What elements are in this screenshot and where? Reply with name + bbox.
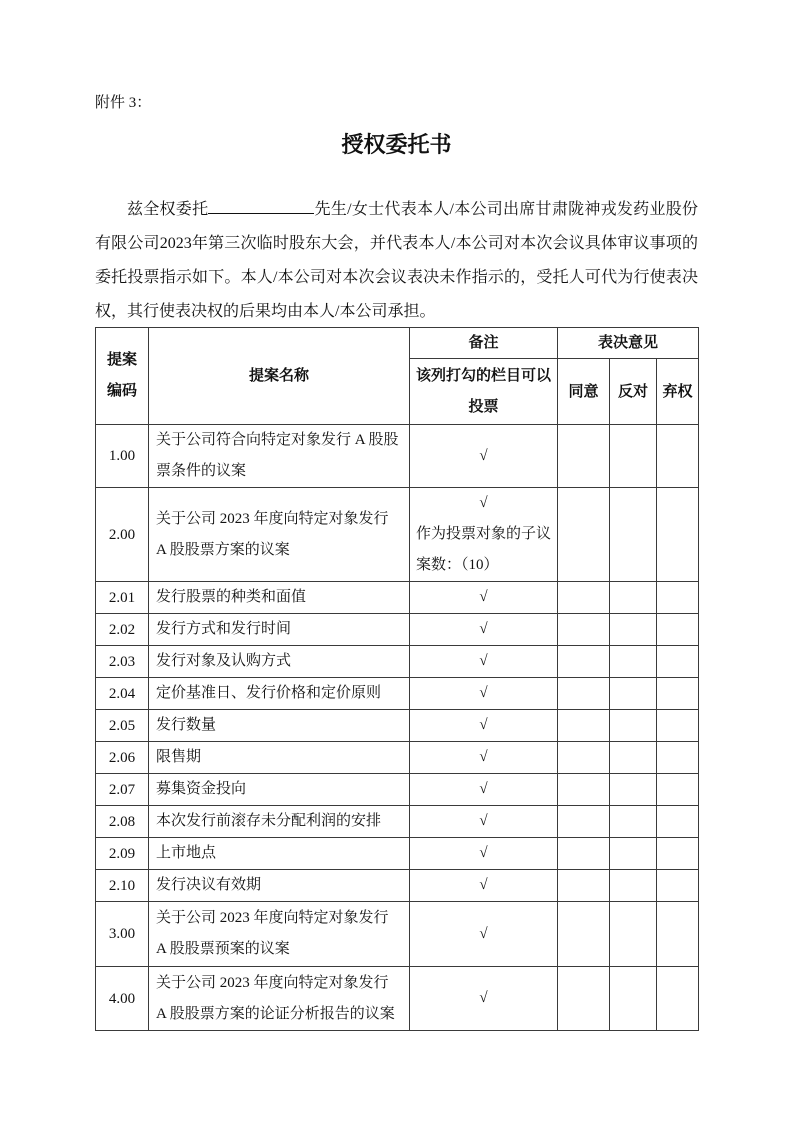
table-row	[96, 806, 699, 838]
proposal-code: 2.04	[96, 678, 149, 710]
oppose-cell	[610, 678, 657, 710]
remark-check: √	[479, 495, 488, 511]
remark-check: √	[410, 646, 558, 678]
remark-cell	[410, 488, 558, 582]
oppose-cell	[610, 582, 657, 614]
attachment-label: 附件 3：	[95, 95, 152, 111]
proposal-name: 发行数量	[149, 710, 410, 742]
intro-paragraph	[95, 193, 698, 329]
remark-check: √	[410, 967, 558, 1031]
remark-check: √	[410, 838, 558, 870]
proposal-name: 发行股票的种类和面值	[149, 582, 410, 614]
remark-check: √	[410, 742, 558, 774]
proposal-code: 2.09	[96, 838, 149, 870]
proposal-name: 关于公司符合向特定对象发行 A 股股票条件的议案	[149, 425, 410, 488]
remark-check: √	[410, 425, 558, 488]
abstain-cell	[657, 678, 699, 710]
table-row	[96, 838, 699, 870]
proposal-code: 3.00	[96, 902, 149, 967]
proposal-code: 2.00	[96, 488, 149, 582]
agree-cell	[558, 838, 610, 870]
proposal-voting-table	[95, 327, 699, 1031]
table-row	[96, 488, 699, 582]
oppose-cell	[610, 806, 657, 838]
proposal-code: 2.08	[96, 806, 149, 838]
proposal-name: 募集资金投向	[149, 774, 410, 806]
proposal-name: 关于公司 2023 年度向特定对象发行 A 股股票预案的议案	[149, 902, 410, 967]
table-row	[96, 678, 699, 710]
abstain-cell	[657, 870, 699, 902]
table-row	[96, 614, 699, 646]
oppose-cell	[610, 425, 657, 488]
header-proposal-name: 提案名称	[149, 328, 410, 425]
paragraph-after-blank: 先生/女士代表本人/本公司出席甘肃陇神戎发药业股份有限公司2023年第三次临时股东大会，并代表本人/本公司对本次会议具体审议事项的委托投票指示如下。本人/本公司对本次会议表决未作指示的，受托人可代为行使表决权，其行使表决权的后果均由本人/本公司承担。	[95, 201, 698, 320]
table-row	[96, 967, 699, 1031]
table-row	[96, 902, 699, 967]
table-row	[96, 742, 699, 774]
agree-cell	[558, 870, 610, 902]
remark-check: √	[410, 774, 558, 806]
oppose-cell	[610, 902, 657, 967]
agree-cell	[558, 967, 610, 1031]
header-proposal-code: 提案编码	[96, 328, 149, 425]
agree-cell	[558, 582, 610, 614]
proposal-name: 关于公司 2023 年度向特定对象发行 A 股股票方案的论证分析报告的议案	[149, 967, 410, 1031]
proposal-name: 发行方式和发行时间	[149, 614, 410, 646]
abstain-cell	[657, 646, 699, 678]
proposal-name: 上市地点	[149, 838, 410, 870]
header-remark: 备注	[410, 328, 558, 359]
oppose-cell	[610, 967, 657, 1031]
abstain-cell	[657, 488, 699, 582]
header-remark-sub: 该列打勾的栏目可以投票	[410, 359, 558, 425]
oppose-cell	[610, 870, 657, 902]
proposal-code: 2.07	[96, 774, 149, 806]
agree-cell	[558, 678, 610, 710]
proposal-code: 2.05	[96, 710, 149, 742]
remark-check: √	[410, 582, 558, 614]
table-row	[96, 710, 699, 742]
oppose-cell	[610, 614, 657, 646]
agree-cell	[558, 902, 610, 967]
header-vote-group: 表决意见	[558, 328, 699, 359]
abstain-cell	[657, 614, 699, 646]
table-row	[96, 870, 699, 902]
header-oppose: 反对	[610, 359, 657, 425]
proposal-name: 发行决议有效期	[149, 870, 410, 902]
oppose-cell	[610, 742, 657, 774]
abstain-cell	[657, 774, 699, 806]
proxy-name-blank	[208, 197, 314, 214]
agree-cell	[558, 774, 610, 806]
document-title: 授权委托书	[341, 132, 452, 157]
proposal-code: 2.06	[96, 742, 149, 774]
oppose-cell	[610, 646, 657, 678]
oppose-cell	[610, 838, 657, 870]
agree-cell	[558, 614, 610, 646]
header-agree: 同意	[558, 359, 610, 425]
agree-cell	[558, 710, 610, 742]
agree-cell	[558, 742, 610, 774]
abstain-cell	[657, 838, 699, 870]
table-row	[96, 774, 699, 806]
proposal-name: 定价基准日、发行价格和定价原则	[149, 678, 410, 710]
proposal-name: 本次发行前滚存未分配利润的安排	[149, 806, 410, 838]
proposal-name: 关于公司 2023 年度向特定对象发行 A 股股票方案的议案	[149, 488, 410, 582]
proposal-code: 1.00	[96, 425, 149, 488]
agree-cell	[558, 806, 610, 838]
remark-check: √	[410, 614, 558, 646]
table-row	[96, 646, 699, 678]
agree-cell	[558, 425, 610, 488]
oppose-cell	[610, 710, 657, 742]
proposal-name: 限售期	[149, 742, 410, 774]
proposal-code: 2.10	[96, 870, 149, 902]
abstain-cell	[657, 902, 699, 967]
header-abstain: 弃权	[657, 359, 699, 425]
abstain-cell	[657, 806, 699, 838]
oppose-cell	[610, 488, 657, 582]
oppose-cell	[610, 774, 657, 806]
proposal-code: 2.01	[96, 582, 149, 614]
abstain-cell	[657, 967, 699, 1031]
table-row	[96, 582, 699, 614]
abstain-cell	[657, 742, 699, 774]
remark-note: 作为投票对象的子议案数：（10）	[416, 526, 552, 573]
remark-check: √	[410, 902, 558, 967]
agree-cell	[558, 488, 610, 582]
abstain-cell	[657, 710, 699, 742]
remark-check: √	[410, 870, 558, 902]
proposal-code: 2.03	[96, 646, 149, 678]
remark-check: √	[410, 678, 558, 710]
abstain-cell	[657, 582, 699, 614]
abstain-cell	[657, 425, 699, 488]
table-row	[96, 425, 699, 488]
header-row-1	[96, 328, 699, 359]
proposal-code: 2.02	[96, 614, 149, 646]
paragraph-before-blank: 兹全权委托	[127, 201, 209, 218]
proposal-code: 4.00	[96, 967, 149, 1031]
agree-cell	[558, 646, 610, 678]
remark-check: √	[410, 806, 558, 838]
proposal-name: 发行对象及认购方式	[149, 646, 410, 678]
remark-check: √	[410, 710, 558, 742]
